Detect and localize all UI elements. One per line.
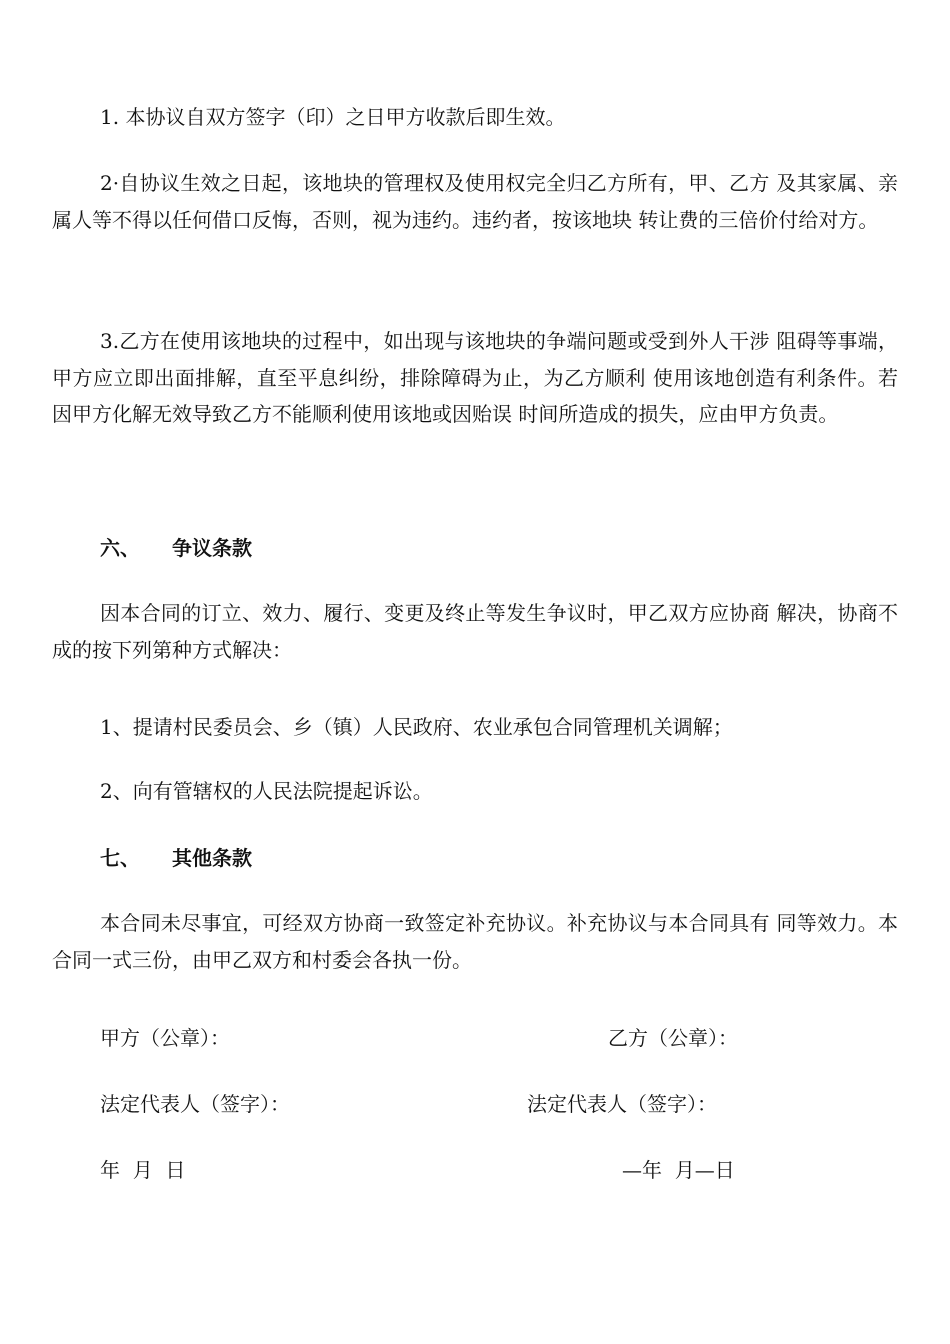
clause-3: 3.乙方在使用该地块的过程中，如出现与该地块的争端问题或受到外人干涉 阻碍等事端，甲方应立即出面排解，直至平息纠纷，排除障碍为止，为乙方顺利 使用该地创造有利条件。若因甲方化解无效导致乙方不能顺利使用该地或因贻误 时间所造成的损失，应由甲方负责。 <box>52 329 898 426</box>
party-b-date: —年 月—日 <box>622 1158 735 1182</box>
dispute-option-1: 1、提请村民委员会、乡（镇）人民政府、农业承包合同管理机关调解； <box>100 715 733 739</box>
dispute-option-2: 2、向有管辖权的人民法院提起诉讼。 <box>100 779 433 803</box>
section-7-heading <box>100 840 252 876</box>
party-b-representative: 法定代表人（签字）： <box>527 1092 717 1116</box>
party-b-seal: 乙方（公章）： <box>608 1026 738 1050</box>
party-a-representative: 法定代表人（签字）： <box>100 1092 290 1116</box>
section-6-heading <box>100 530 252 566</box>
section-7-title: 其他条款 <box>172 846 252 870</box>
section-7-number: 七、 <box>100 846 140 870</box>
section-6-number: 六、 <box>100 536 140 560</box>
clause-1: 1. 本协议自双方签字（印）之日甲方收款后即生效。 <box>100 105 566 129</box>
section-6-intro: 因本合同的订立、效力、履行、变更及终止等发生争议时，甲乙双方应协商 解决，协商不成的按下列第种方式解决： <box>52 601 898 662</box>
clause-2: 2·自协议生效之日起，该地块的管理权及使用权完全归乙方所有，甲、乙方 及其家属、亲属人等不得以任何借口反悔，否则，视为违约。违约者，按该地块 转让费的三倍价付给对方。 <box>52 171 898 232</box>
party-a-seal: 甲方（公章）： <box>100 1026 230 1050</box>
section-7-body: 本合同未尽事宜，可经双方协商一致签定补充协议。补充协议与本合同具有 同等效力。本合同一式三份，由甲乙双方和村委会各执一份。 <box>52 911 898 972</box>
party-a-date: 年 月 日 <box>100 1158 186 1182</box>
section-6-title: 争议条款 <box>172 536 252 560</box>
